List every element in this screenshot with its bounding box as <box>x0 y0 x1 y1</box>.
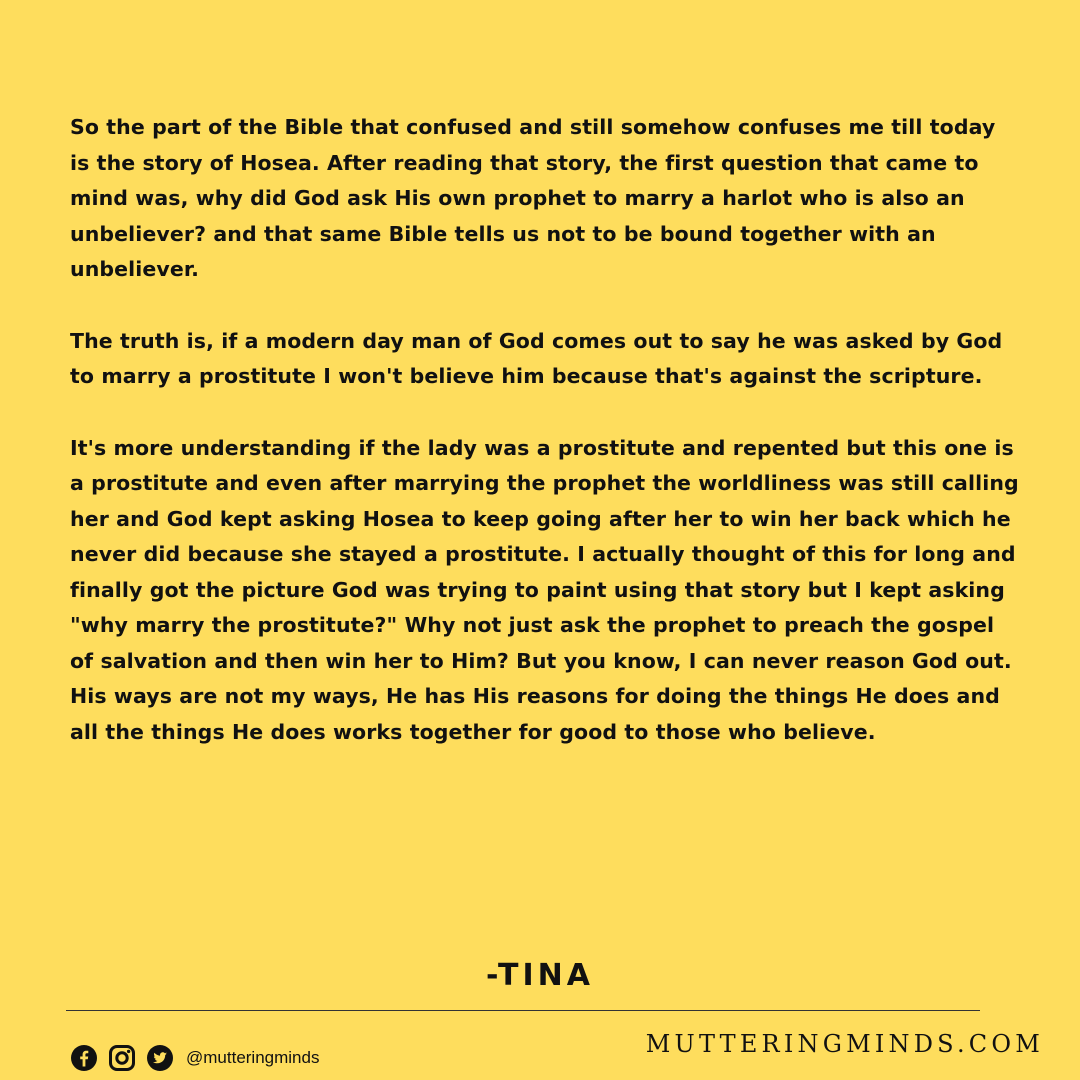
paragraph: It's more understanding if the lady was a prostitute and repented but this one is a prostitute and even after marrying the prophet the worldliness was still calling her and God kept asking Hosea to keep going after her to win her back which he never did because she stayed a prostitute. I actually thought of this for long and finally got the picture God was trying to paint using that story but I kept asking "why marry the prostitute?" Why not just ask the prophet to preach the gospel of salvation and then win her to Him? But you know, I can never reason God out. His ways are not my ways, He has His reasons for doing the things He does and all the things He does works together for good to those who believe. <box>70 435 1019 744</box>
paragraph: So the part of the Bible that confused and still somehow confuses me till today is the story of Hosea. After reading that story, the first question that came to mind was, why did God ask His own prophet to marry a harlot who is also an unbeliever? and that same Bible tells us not to be bound together with an unbeliever. <box>70 115 996 281</box>
author-signature: -TINA <box>486 958 594 993</box>
social-handle[interactable]: @mutteringminds <box>186 1048 320 1067</box>
social-links <box>70 1043 319 1073</box>
facebook-icon[interactable] <box>70 1044 98 1072</box>
article-body <box>70 110 1020 786</box>
paragraph: The truth is, if a modern day man of God comes out to say he was asked by God to marry a prostitute I won't believe him because that's against the scripture. <box>70 328 1003 388</box>
divider <box>66 1010 980 1011</box>
instagram-icon[interactable] <box>108 1044 136 1072</box>
website-url[interactable]: MUTTERINGMINDS.COM <box>645 1030 1044 1058</box>
twitter-icon[interactable] <box>146 1044 174 1072</box>
